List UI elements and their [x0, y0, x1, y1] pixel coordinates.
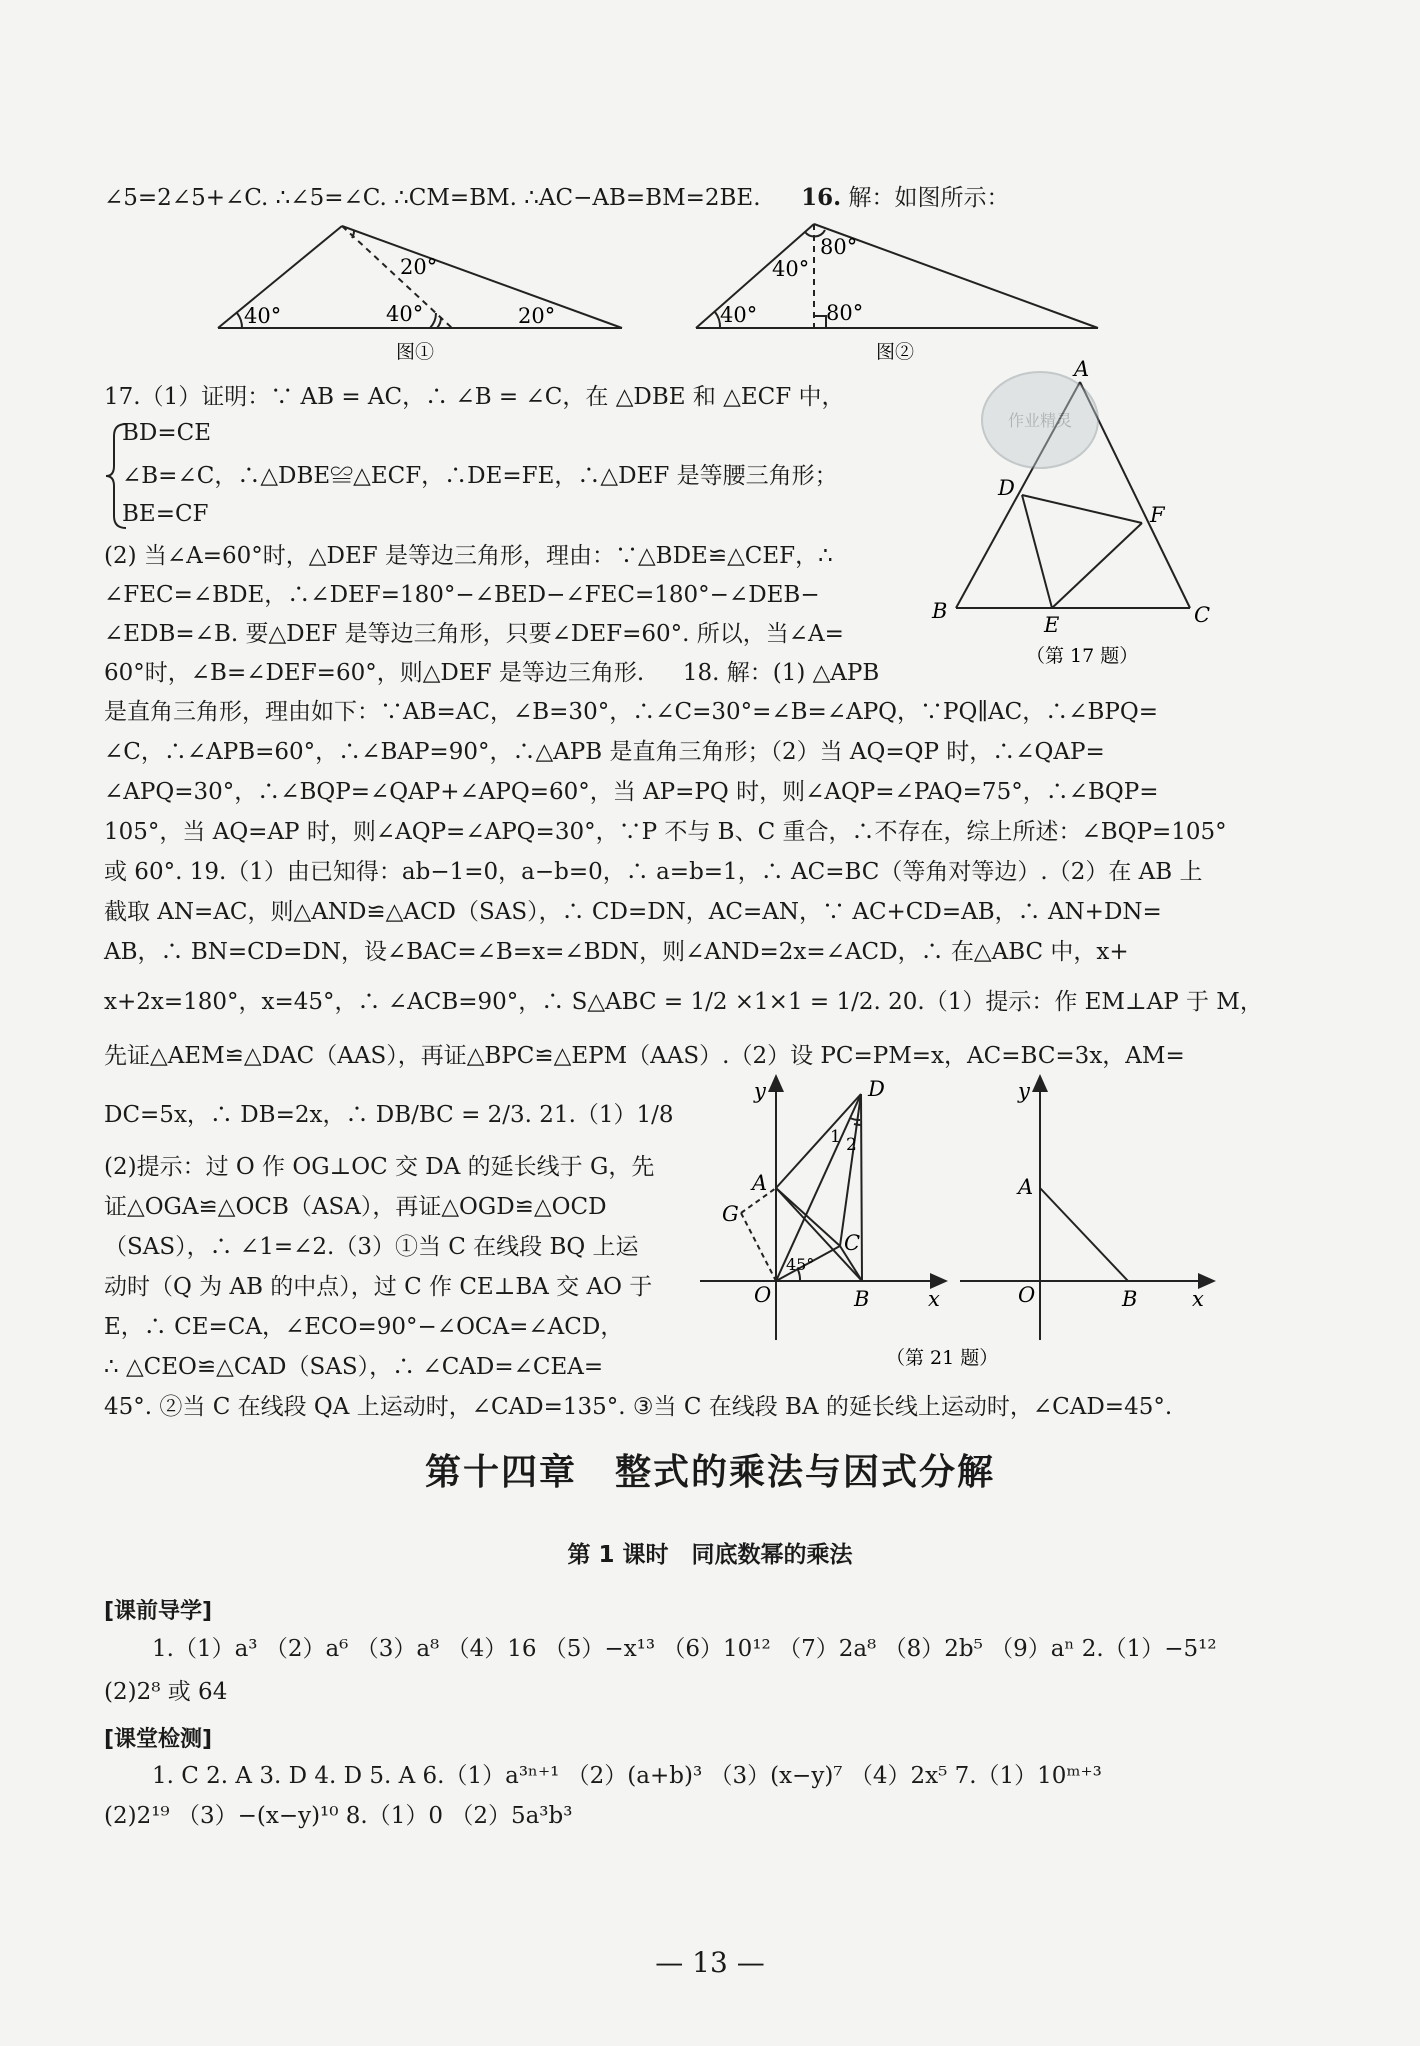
fig21-left-label-y: y: [754, 1079, 766, 1103]
lesson-title: 第 1 课时 同底数幂的乘法: [567, 1542, 853, 1568]
fig21-left-label-G: G: [722, 1202, 739, 1226]
fig21-left-label-x: x: [928, 1287, 940, 1311]
fig21-caption: （第 21 题）: [886, 1347, 999, 1369]
fig16-2-angle-left: 40°: [720, 303, 758, 327]
body-line-8: x+2x=180°，x=45°，∴ ∠ACB=90°，∴ S△ABC = 1/2 ×1×1 = 1/2. 20.（1）提示：作 EM⊥AP 于 M，: [104, 989, 1263, 1015]
fig17-label-C: C: [1194, 603, 1211, 627]
q16-text: 解：如图所示：: [848, 185, 1010, 211]
fig21-left-label-B: B: [854, 1287, 870, 1311]
q16-number: 16.: [801, 184, 842, 211]
fig16-2-caption: 图②: [876, 341, 915, 363]
fig16-2-angle-top-left: 40°: [772, 257, 810, 281]
q21-last-line: 45°. ②当 C 在线段 QA 上运动时，∠CAD=135°. ③当 C 在线段 BA 的延长线上运动时，∠CAD=45°.: [104, 1394, 1173, 1420]
fig16-1-caption: 图①: [396, 341, 435, 363]
q15-tail-text: ∠5=2∠5+∠C. ∴∠5=∠C. ∴CM=BM. ∴AC−AB=BM=2BE.: [104, 185, 761, 211]
body-line-9: 先证△AEM≌△DAC（AAS），再证△BPC≌△EPM（AAS）.（2）设 PC=PM=x，AC=BC=3x，AM=: [104, 1043, 1185, 1069]
q17-brace-line-1: BD=CE: [122, 420, 212, 446]
fig21-right-label-A: A: [1018, 1175, 1034, 1199]
q21-line-1: (2)提示：过 O 作 OG⊥OC 交 DA 的延长线于 G，先: [104, 1154, 655, 1180]
q21-line-6: ∴ △CEO≌△CAD（SAS），∴ ∠CAD=∠CEA=: [104, 1354, 604, 1380]
check-line-2: (2)2¹⁹ （3）−(x−y)¹⁰ 8.（1）0 （2）5a³b³: [104, 1803, 573, 1829]
body-line-3: ∠APQ=30°，∴∠BQP=∠QAP+∠APQ=60°，当 AP=PQ 时，则∠AQP=∠PAQ=75°，∴∠BQP=: [104, 779, 1159, 805]
q17-line-5: (2) 当∠A=60°时，△DEF 是等边三角形，理由：∵△BDE≌△CEF，∴: [104, 543, 833, 569]
body-line-7: AB，∴ BN=CD=DN，设∠BAC=∠B=x=∠BDN，则∠AND=2x=∠ACD，∴ 在△ABC 中，x+: [104, 939, 1129, 965]
fig17-label-B: B: [932, 599, 948, 623]
figure-16-1: [210, 220, 630, 363]
q18-start: 18. 解：(1) △APB: [682, 660, 880, 686]
q21-line-3: （SAS），∴ ∠1=∠2.（3）①当 C 在线段 BQ 上运: [104, 1234, 639, 1260]
stamp-text: 作业精灵: [1007, 411, 1073, 430]
fig17-label-D: D: [998, 476, 1015, 500]
fig17-label-E: E: [1044, 613, 1060, 637]
body-line-1: 是直角三角形，理由如下：∵AB=AC，∠B=30°，∴∠C=30°=∠B=∠APQ，∵PQ∥AC，∴∠BPQ=: [104, 699, 1158, 725]
fig21-left-label-D: D: [868, 1077, 885, 1101]
q21-line-5: E，∴ CE=CA，∠ECO=90°−∠OCA=∠ACD，: [104, 1314, 624, 1340]
fig21-right-label-y: y: [1018, 1079, 1030, 1103]
fig21-right-label-O: O: [1018, 1283, 1036, 1307]
fig16-1-right-side: [342, 226, 622, 328]
figure-16-2: [690, 220, 1110, 363]
fig17-DF: [1022, 495, 1142, 523]
fig21-right-AB: [1040, 1188, 1128, 1281]
q17-line-7: ∠EDB=∠B. 要△DEF 是等边三角形，只要∠DEF=60°. 所以，当∠A=: [104, 621, 844, 647]
body-line-6: 截取 AN=AC，则△AND≌△ACD（SAS），∴ CD=DN，AC=AN，∵ AC+CD=AB，∴ AN+DN=: [104, 899, 1162, 925]
preview-line-2: (2)2⁸ 或 64: [104, 1679, 228, 1705]
preview-line-1: 1.（1）a³ （2）a⁶ （3）a⁸ （4）16 （5）−x¹³ （6）10¹² （7）2a⁸ （8）2b⁵ （9）aⁿ 2.（1）−5¹²: [152, 1636, 1217, 1662]
fig21-left-label-A: A: [752, 1171, 768, 1195]
q17-line-8: [104, 658, 879, 688]
section-preview-label: [课前导学]: [104, 1599, 213, 1624]
section-check-label: [课堂检测]: [104, 1727, 213, 1752]
chapter-title: 第十四章 整式的乘法与因式分解: [424, 1452, 995, 1493]
check-line-1: 1. C 2. A 3. D 4. D 5. A 6.（1）a³ⁿ⁺¹ （2）(a+b)³ （3）(x−y)⁷ （4）2x⁵ 7.（1）10ᵐ⁺³: [152, 1763, 1102, 1789]
fig21-right-label-B: B: [1122, 1287, 1138, 1311]
page-number: — 13 —: [655, 1946, 765, 1979]
q21-line-2: 证△OGA≌△OCB（ASA），再证△OGD≌△OCD: [104, 1194, 607, 1220]
figure-21: [690, 1077, 1220, 1380]
fig21-left-label-C: C: [844, 1231, 861, 1255]
body-line-2: ∠C，∴∠APB=60°，∴∠BAP=90°，∴△APB 是直角三角形；（2）当 AQ=QP 时，∴∠QAP=: [104, 739, 1105, 765]
q21-line-4: 动时（Q 为 AB 的中点），过 C 作 CE⊥BA 交 AO 于: [104, 1274, 653, 1300]
fig21-right-label-x: x: [1192, 1287, 1204, 1311]
fig16-1-angle-top: 20°: [400, 255, 438, 279]
fig17-label-A: A: [1074, 357, 1090, 381]
fig17-EF: [1052, 523, 1142, 608]
fig16-2-angle-top-right: 80°: [820, 235, 858, 259]
body-line-10: DC=5x，∴ DB=2x，∴ DB/BC = 2/3. 21.（1）1/8: [104, 1102, 674, 1128]
fig21-left-label-2: 2: [846, 1135, 857, 1155]
fig21-left-DB: [861, 1094, 862, 1281]
q17-line-1: 17.（1）证明：∵ AB = AC，∴ ∠B = ∠C，在 △DBE 和 △ECF 中，: [104, 384, 845, 410]
fig21-left-label-1: 1: [830, 1127, 841, 1147]
answer-line-15-end: [104, 183, 1009, 213]
body-line-4: 105°，当 AQ=AP 时，则∠AQP=∠APQ=30°，∵P 不与 B、C 重合，∴不存在，综上所述：∠BQP=105°: [104, 819, 1227, 845]
fig17-label-F: F: [1150, 503, 1165, 527]
fig17-caption: （第 17 题）: [1026, 645, 1139, 667]
fig16-2-angle-bottom: 80°: [826, 301, 864, 325]
q17-brace-line-2: ∠B=∠C，∴△DBE≌△ECF，∴DE=FE，∴△DEF 是等腰三角形；: [122, 463, 838, 489]
fig21-left-GO: [741, 1213, 776, 1281]
q17-line-8a: 60°时，∠B=∠DEF=60°，则△DEF 是等边三角形.: [104, 660, 645, 686]
fig17-DE: [1022, 495, 1052, 608]
fig21-left-label-O: O: [754, 1283, 772, 1307]
fig21-left-AC: [776, 1188, 840, 1246]
fig21-left-angle-45: 45°: [786, 1255, 815, 1274]
q17-line-6: ∠FEC=∠BDE，∴∠DEF=180°−∠BED−∠FEC=180°−∠DEB−: [104, 582, 820, 608]
body-line-5: 或 60°. 19.（1）由已知得：ab−1=0，a−b=0，∴ a=b=1，∴ AC=BC（等角对等边）.（2）在 AB 上: [104, 859, 1203, 885]
q17-brace-line-3: BE=CF: [122, 501, 209, 527]
figure-17: [930, 357, 1230, 670]
fig16-1-angle-left: 40°: [244, 304, 282, 328]
fig16-1-angle-right: 20°: [518, 304, 556, 328]
fig16-1-angle-mid: 40°: [386, 302, 424, 326]
watermark-stamp: [982, 372, 1098, 468]
